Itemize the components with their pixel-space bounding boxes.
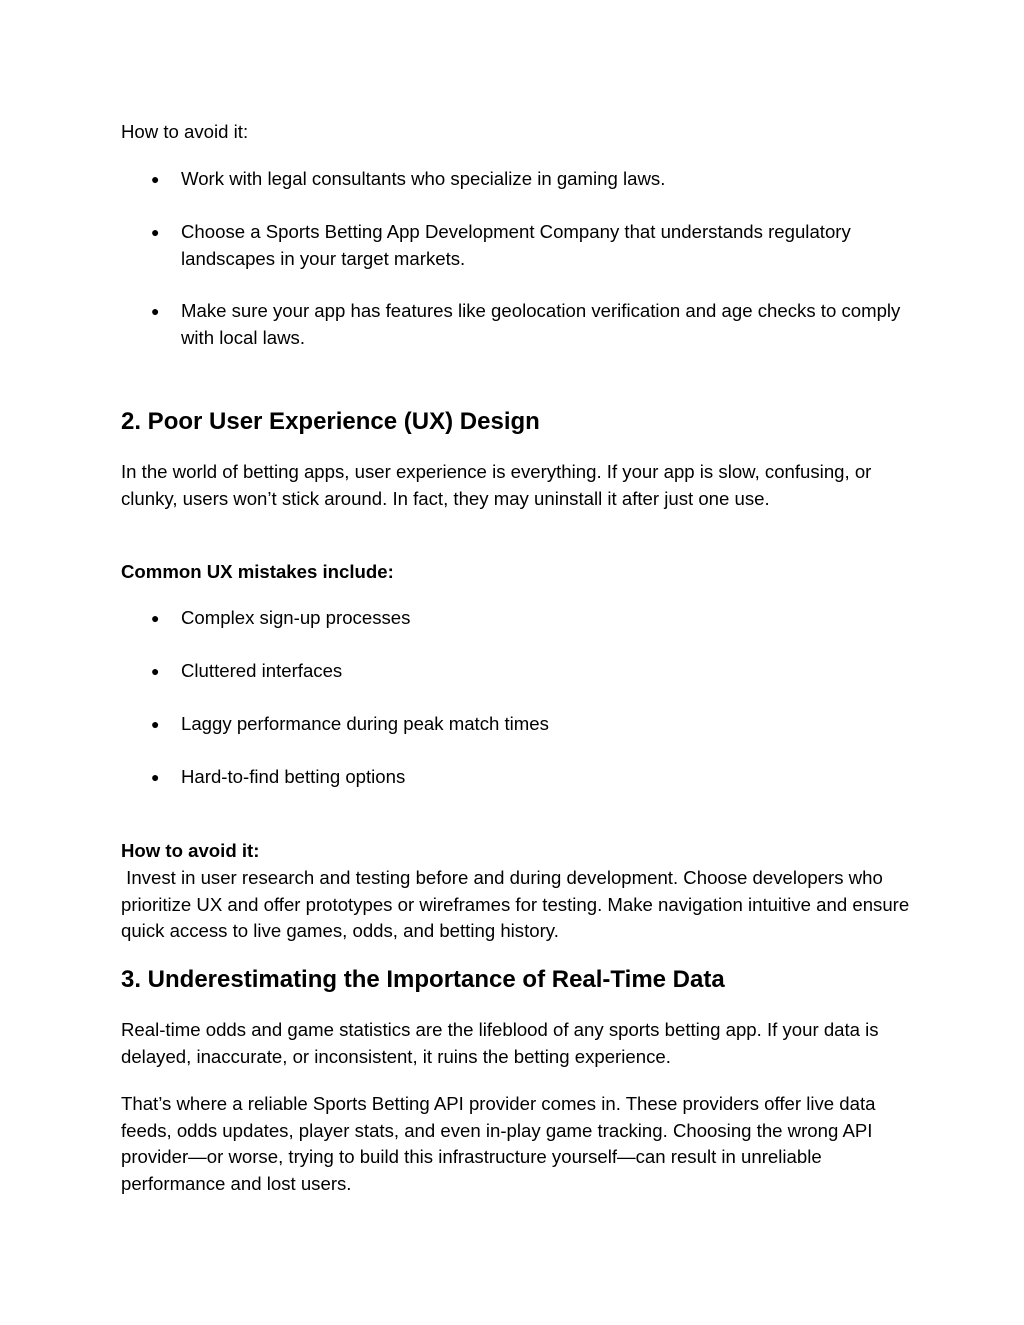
bullet-icon: ● xyxy=(151,769,160,785)
bullet-icon: ● xyxy=(151,171,160,187)
section-2-heading: 2. Poor User Experience (UX) Design xyxy=(121,408,540,435)
bullet-icon: ● xyxy=(151,224,160,240)
section-2-paragraph: In the world of betting apps, user experience is everything. If your app is slow, confusing, or clunky, users won’t stick around. In fact, they may uninstall it after just one use. xyxy=(121,461,872,509)
avoid-label: How to avoid it: xyxy=(121,840,260,861)
section-3-paragraph-2: That’s where a reliable Sports Betting API provider comes in. These providers offer live data feeds, odds updates, player stats, and even in-play game tracking. Choosing the wrong API provider—or worse, trying to build this infrastructure yourself—can result in unreliable performance and lost users. xyxy=(121,1093,876,1194)
bullet-icon: ● xyxy=(151,716,160,732)
bullet-icon: ● xyxy=(151,663,160,679)
avoid-paragraph: Invest in user research and testing before and during development. Choose developers who prioritize UX and offer prototypes or wireframes for testing. Make navigation intuitive and ensure quick access to live games, odds, and betting history. xyxy=(121,867,915,942)
mistakes-label: Common UX mistakes include: xyxy=(121,561,394,582)
intro-label: How to avoid it: xyxy=(121,121,249,142)
bullet-icon: ● xyxy=(151,303,160,319)
section-3-paragraph-1: Real-time odds and game statistics are the lifeblood of any sports betting app. If your data is delayed, inaccurate, or inconsistent, it ruins the betting experience. xyxy=(121,1019,879,1067)
bullet-icon: ● xyxy=(151,610,160,626)
section-3-heading: 3. Underestimating the Importance of Real-Time Data xyxy=(121,966,725,993)
